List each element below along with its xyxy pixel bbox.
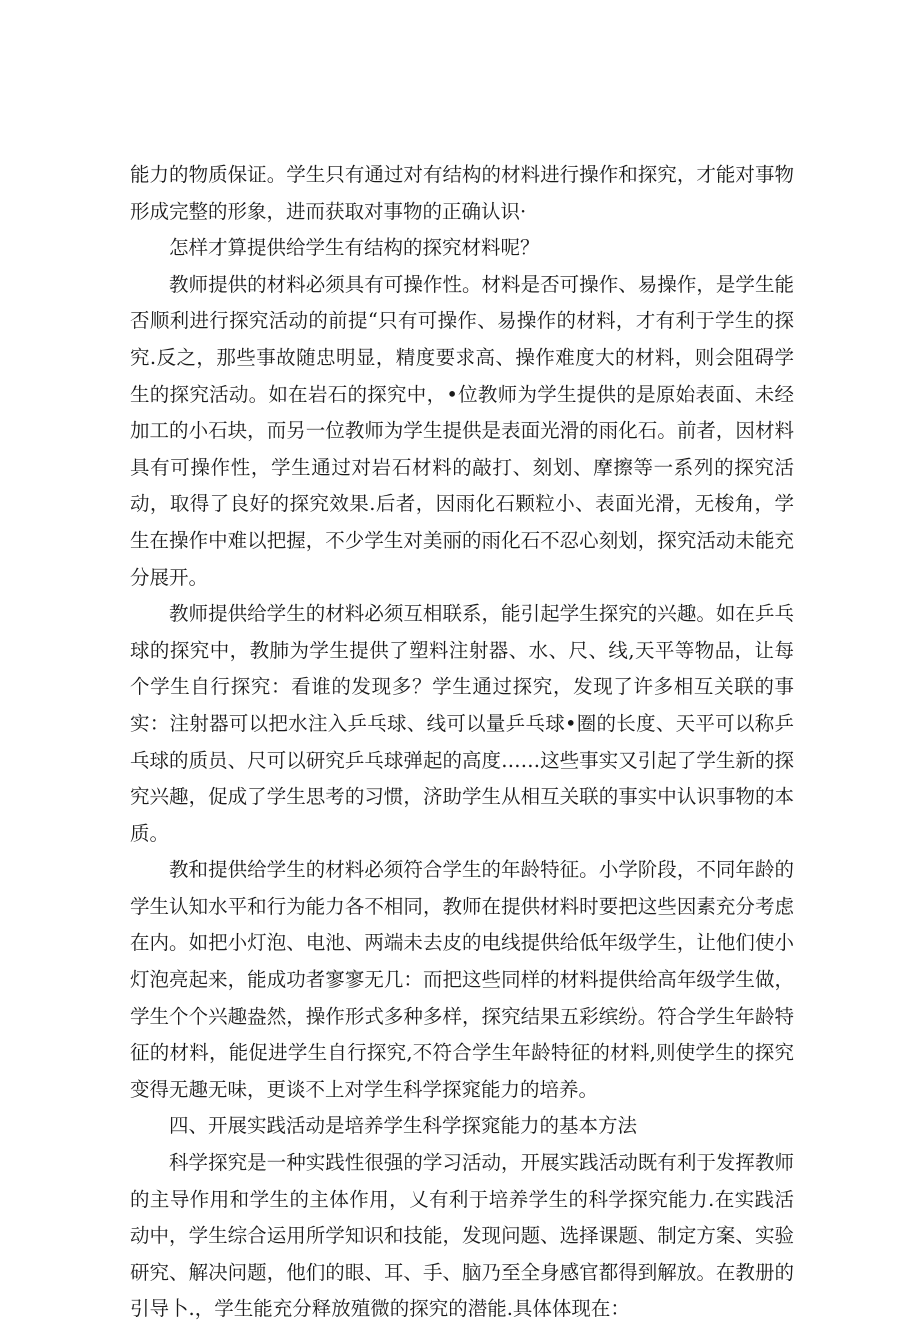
paragraph-age-characteristics: 教和提供给学生的材料必须符合学生的年龄特征。小学阶段，不同年龄的学生认知水平和行为能力各不相同，教师在提供材料时要把这些因素充分考虑在内。如把小灯泡、电池、两端未去皮的电线提供给低年级学生，让他们使小灯泡亮起来，能成功者寥寥无几：而把这些同样的材料提供给高年级学生做，学生个个兴趣盎然，操作形式多种多样，探究结果五彩缤纷。符合学生年龄特征的材料，能促进学生自行探究,不符合学生年龄特征的材料,则使学生的探究变得无趣无味，更谈不上对学生科学探窕能力的培养。	[130, 858, 794, 1101]
paragraph-operability: 教师提供的材料必须具有可操作性。材料是否可操作、易操作，是学生能否顺利进行探究活动的前提“只有可操作、易操作的材料，才有利于学生的探究.反之，那些事故随忠明显，精度要求高、操作难度大的材料，则会阻碍学生的探究活动。如在岩石的探究中，•位教师为学生提供的是原始表面、未经加工的小石块，而另一位教师为学生提供是表面光滑的雨化石。前者，因材料具有可操作性，学生通过对岩石材料的敲打、刻划、摩擦等一系列的探究活动，取得了良好的探究效果.后者，因雨化石颗粒小、表面光滑，无梭角，学生在操作中难以把握，不少学生对美丽的雨化石不忍心刻划，探究活动未能充分展开。	[130, 272, 794, 589]
document-body	[130, 157, 794, 1328]
paragraph-practice-activities: 科学探究是一种实践性很强的学习活动，开展实践活动既有利于发挥教师的主导作用和学生的主体作用，乂有利于培养学生的科学探究能力.在实践活动中，学生综合运用所学知识和技能，发现问题、选择课题、制定方案、实验研究、解决问题，他们的眼、耳、手、脑乃至全身感官都得到解放。在教册的引导卜.，学生能充分释放殖微的探究的潜能.具体体现在：	[130, 1151, 794, 1321]
paragraph-interrelation: 教师提供给学生的材料必须互相联系，能引起学生探究的兴趣。如在乒乓球的探究中，教肺为学生提供了塑料注射器、水、尺、线,天平等物品，让每个学生自行探究：看谁的发现多？学生通过探究，发现了许多相互关联的事实：注射器可以把水注入乒乓球、线可以量乒乓球•圈的长度、天平可以称乒乓球的质员、尺可以研究乒乓球弹起的高度……这些事实又引起了学生新的探究兴趣，促成了学生思考的习惯，济助学生从相互关联的事实中认识事物的本质。	[130, 602, 794, 845]
paragraph-question: 怎样才算提供给学生有结构的探究材料呢？	[169, 236, 540, 260]
section-heading-four: 四、开展实践活动是培养学生科学探窕能力的基本方法	[169, 1114, 638, 1138]
paragraph-continuation: 能力的物质保证。学生只有通过对有结构的材料进行操作和探究，才能对事物形成完整的形象，进而获取对事物的正确认识·	[130, 163, 794, 223]
